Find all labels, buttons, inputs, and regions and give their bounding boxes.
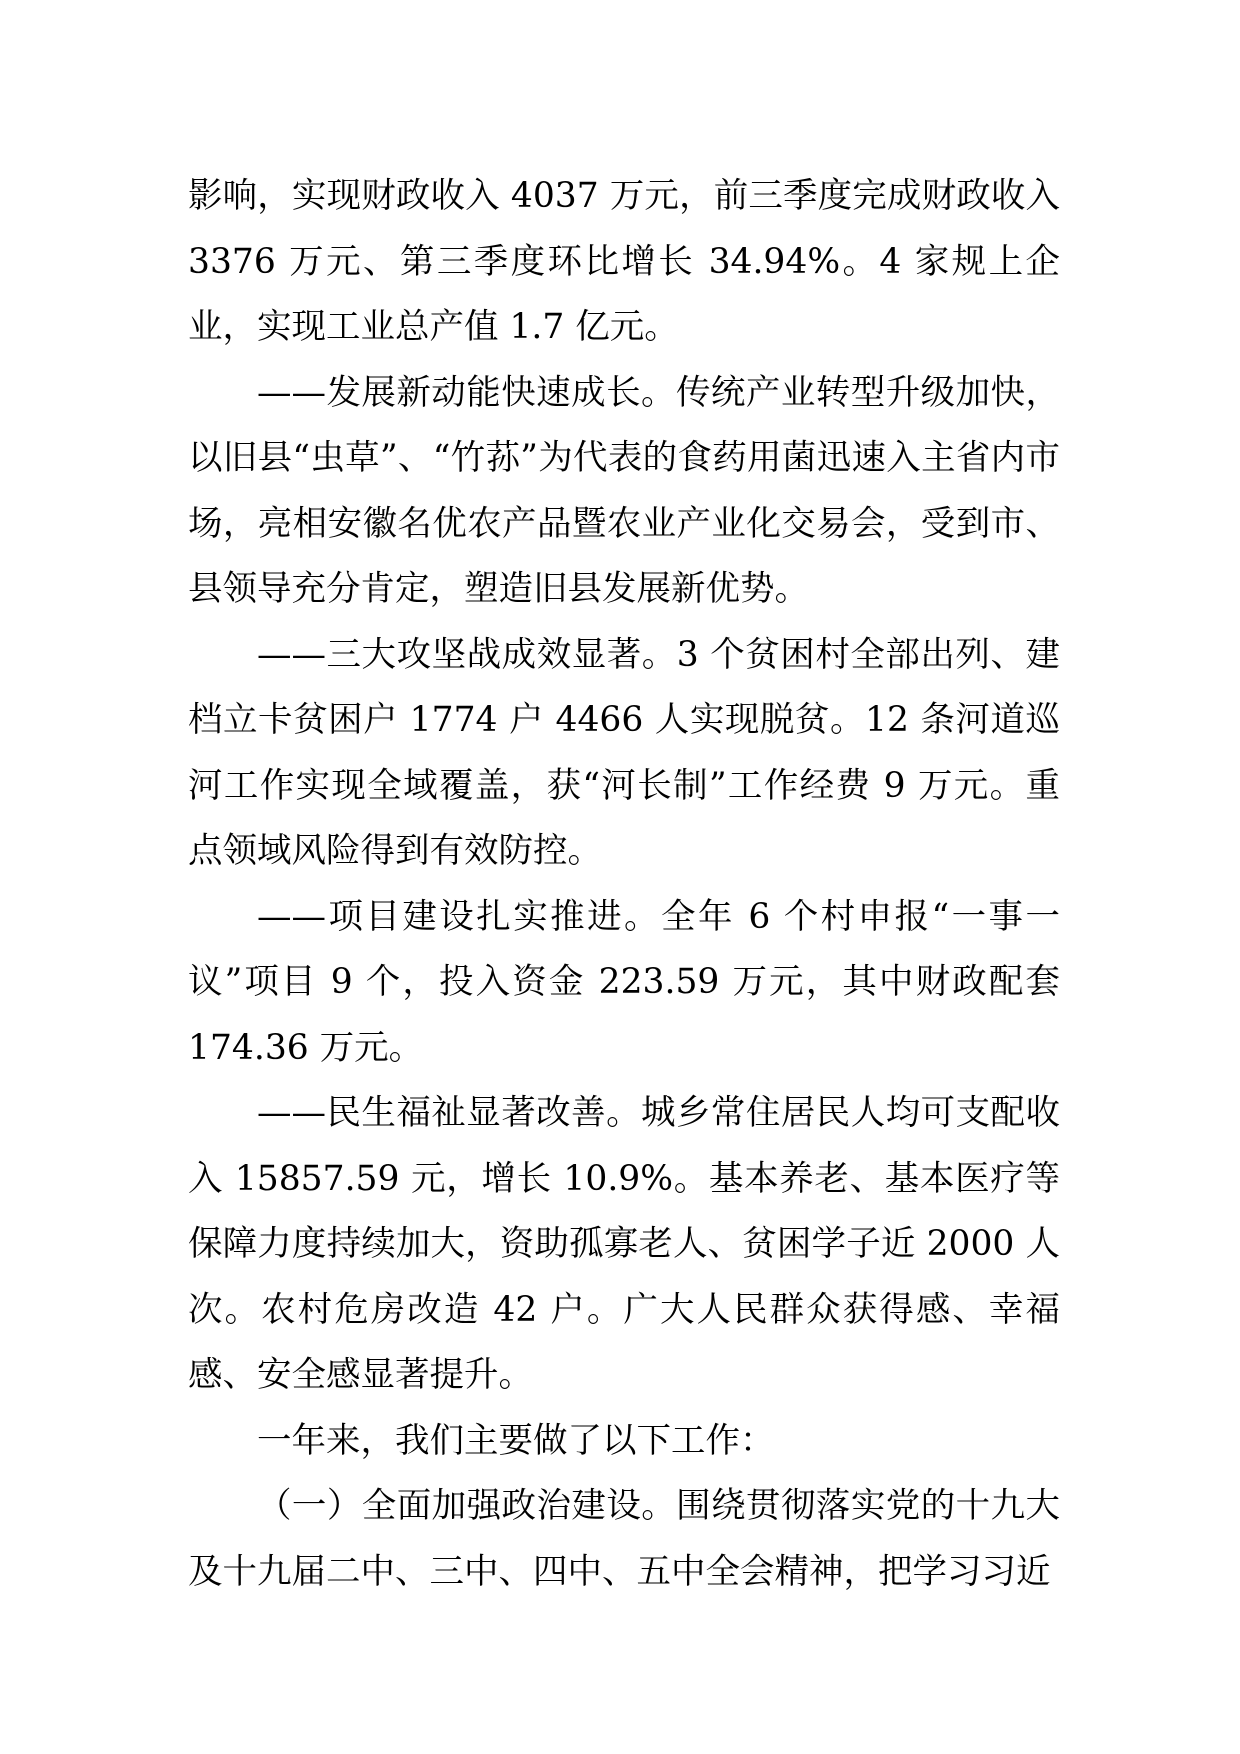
paragraph-new-momentum: ——发展新动能快速成长。传统产业转型升级加快，以旧县“虫草”、“竹荪”为代表的食药用菌迅速入主省内市场，亮相安徽名优农产品暨农业产业化交易会，受到市、县领导充分肯定，塑造旧县发展新优势。 [188,372,1060,609]
paragraph-three-battles: ——三大攻坚战成效显著。3 个贫困村全部出列、建档立卡贫困户 1774 户 4466 人实现脱贫。12 条河道巡河工作实现全域覆盖，获“河长制”工作经费 9 万元。重点领域风险得到有效防控。 [188,634,1060,871]
body-text [188,164,1060,1605]
paragraph-continuation: 影响，实现财政收入 4037 万元，前三季度完成财政收入 3376 万元、第三季度环比增长 34.94%。4 家规上企业，实现工业总产值 1.7 亿元。 [188,176,1060,347]
paragraph-livelihood: ——民生福祉显著改善。城乡常住居民人均可支配收入 15857.59 元，增长 10.9%。基本养老、基本医疗等保障力度持续加大，资助孤寡老人、贫困学子近 2000 人次。农村危房改造 42 户。广大人民群众获得感、幸福感、安全感显著提升。 [188,1093,1060,1395]
paragraph-project-construction: ——项目建设扎实推进。全年 6 个村申报“一事一议”项目 9 个，投入资金 223.59 万元，其中财政配套 174.36 万元。 [188,896,1060,1068]
paragraph-work-summary-intro: 一年来，我们主要做了以下工作： [257,1420,775,1461]
paragraph-political-construction: （一）全面加强政治建设。围绕贯彻落实党的十九大及十九届二中、三中、四中、五中全会精神，把学习习近 [188,1486,1060,1592]
